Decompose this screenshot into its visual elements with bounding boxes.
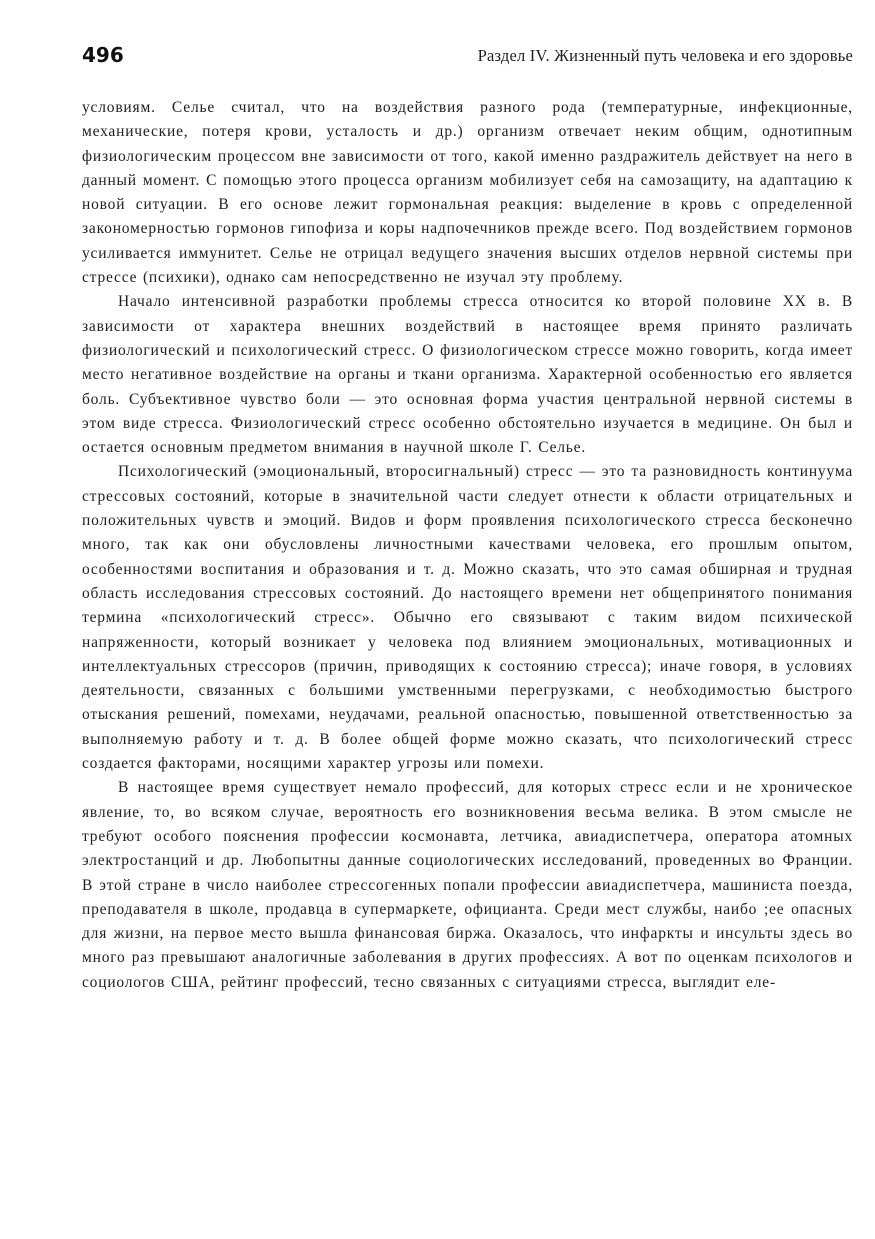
section-title: Раздел IV. Жизненный путь человека и его здоровье	[477, 46, 853, 65]
body-text	[82, 96, 853, 995]
paragraph-stress-research-history: Начало интенсивной разработки проблемы стресса относится ко второй половине XX в. В зависимости от характера внешних воздействий в настоящее время принято различать физиологический и психологический стресс. О физиологическом стрессе можно говорить, когда имеет место негативное воздействие на органы и ткани организма. Характерной особенностью его является боль. Субъективное чувство боли — это основная форма участия центральной нервной системы в этом виде стресса. Физиологический стресс особенно обстоятельно изучается в медицине. Он был и остается основным предметом внимания в научной школе Г. Селье.	[82, 293, 853, 457]
paragraph-psychological-stress: Психологический (эмоциональный, второсигнальный) стресс — это та разновидность континуума стрессовых состояний, которые в значительной части следует отнести к области отрицательных и положительных чувств и эмоций. Видов и форм проявления психологического стресса бесконечно много, так как они обусловлены личностными качествами человека, его прошлым опытом, особенностями воспитания и образования и т. д. Можно сказать, что это самая обширная и трудная область исследования стрессовых состояний. До настоящего времени нет общепринятого понимания термина «психологический стресс». Обычно его связывают с таким видом психической напряженности, который возникает у человека под влиянием эмоциональных, мотивационных и интеллектуальных стрессоров (причин, приводящих к состоянию стресса); иначе говоря, в условиях деятельности, связанных с большими умственными перегрузками, с необходимостью быстрого отыскания решений, помехами, неудачами, реальной опасностью, повышенной ответственностью за выполняемую работу и т. д. В более общей форме можно сказать, что психологический стресс создается факторами, носящими характер угрозы или помехи.	[82, 463, 853, 773]
paragraph-continuation: условиям. Селье считал, что на воздействия разного рода (температурные, инфекционные, механические, потеря крови, усталость и др.) организм отвечает неким общим, однотипным физиологическим процессом вне зависимости от того, какой именно раздражитель действует на него в данный момент. С помощью этого процесса организм мобилизует себя на самозащиту, на адаптацию к новой ситуации. В его основе лежит гормональная реакция: выделение в кровь с определенной закономерностью гормонов гипофиза и коры надпочечников прежде всего. Под воздействием гормонов усиливается иммунитет. Селье не отрицал ведущего значения высших отделов нервной системы при стрессе (психики), однако сам непосредственно не изучал эту проблему.	[82, 99, 853, 287]
running-head	[82, 42, 853, 68]
paragraph-stressful-professions: В настоящее время существует немало профессий, для которых стресс если и не хроническое явление, то, во всяком случае, вероятность его возникновения весьма велика. В этом смысле не требуют особого пояснения профессии космонавта, летчика, авиадиспетчера, оператора атомных электростанций и др. Любопытны данные социологических исследований, проведенных во Франции. В этой стране в число наиболее стрессогенных попали профессии авиадиспетчера, машиниста поезда, преподавателя в школе, продавца в супермаркете, официанта. Среди мест службы, наибо ;ее опасных для жизни, на первое место вышла финансовая биржа. Оказалось, что инфаркты и инсульты здесь во много раз превышают аналогичные заболевания в других профессиях. А вот по оценкам психологов и социологов США, рейтинг профессий, тесно связанных с ситуациями стресса, выглядит еле-	[82, 779, 853, 991]
page-number: 496	[82, 43, 124, 67]
